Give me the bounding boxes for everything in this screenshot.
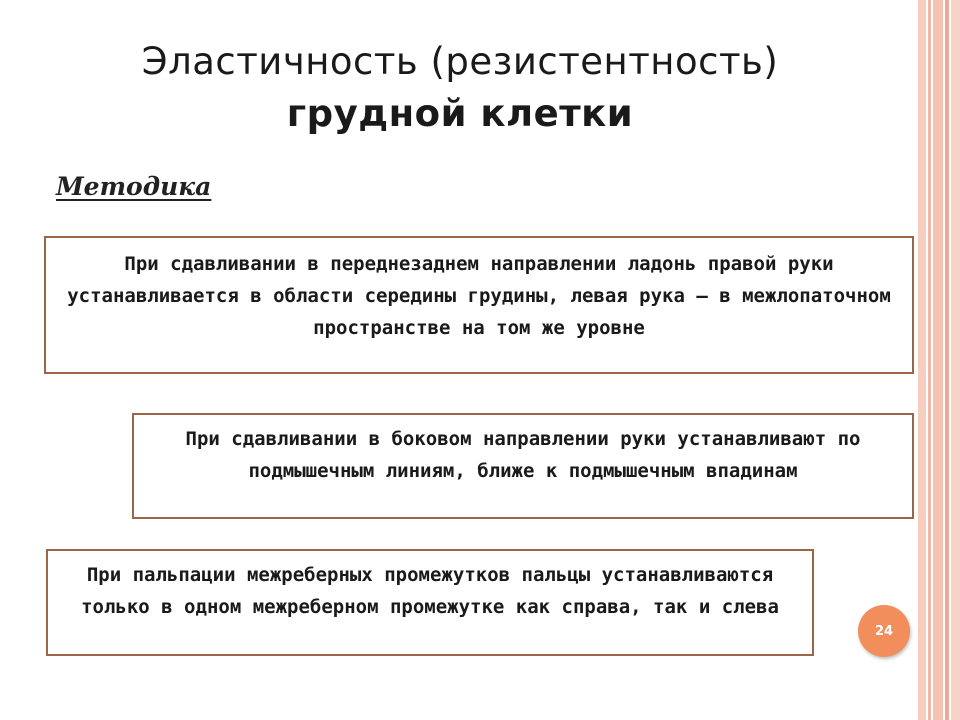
page-number-badge: 24 bbox=[858, 605, 910, 657]
instruction-text: При сдавливании в переднезаднем направлении ладонь правой руки устанавливается в области середины грудины, левая рука – в межлопаточном пространстве на том же уровне bbox=[67, 253, 891, 339]
decorative-stripe bbox=[951, 0, 960, 720]
slide-title-line1: Эластичность (резистентность) bbox=[141, 40, 779, 83]
instruction-text: При сдавливании в боковом направлении руки устанавливают по подмышечным линиям, ближе к подмышечным впадинам bbox=[185, 428, 861, 482]
decorative-stripe bbox=[945, 0, 949, 720]
instruction-box-intercostal bbox=[46, 549, 814, 656]
decorative-stripe bbox=[918, 0, 926, 720]
decorative-stripe bbox=[933, 0, 943, 720]
method-subheading: Методика bbox=[56, 172, 212, 201]
instruction-box-anteroposterior bbox=[44, 236, 914, 374]
slide-title-line2: грудной клетки bbox=[286, 92, 634, 135]
instruction-box-lateral bbox=[132, 413, 914, 519]
decorative-stripe bbox=[928, 0, 931, 720]
instruction-text: При пальпации межреберных промежутков пальцы устанавливаются только в одном межреберном промежутке как справа, так и слева bbox=[81, 564, 779, 618]
slide-title bbox=[40, 36, 880, 140]
